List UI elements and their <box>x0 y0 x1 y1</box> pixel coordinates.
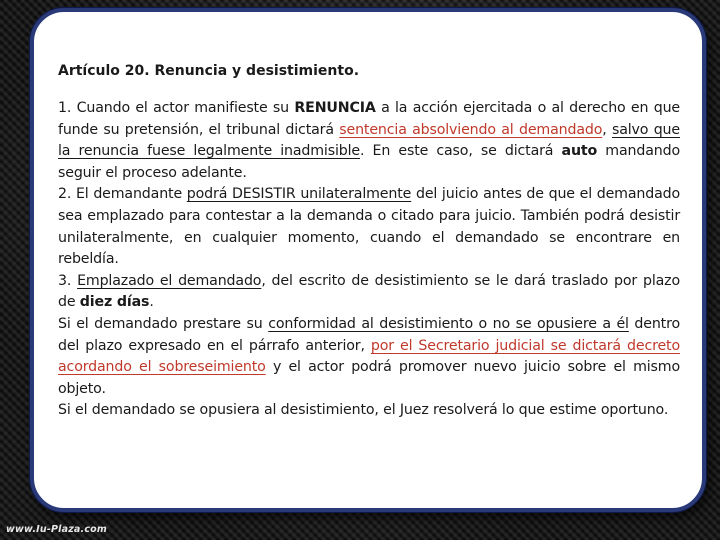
p1-sentencia-absolviendo: sentencia absolviendo al demandado <box>339 121 603 138</box>
article-body <box>58 98 680 422</box>
p3-text-3: , del escrito de desistimiento se le dará traslado por plazo de <box>58 272 680 311</box>
p1-salvo-inadmisible: salvo que la renuncia fuese legalmente inadmisible <box>58 121 680 160</box>
p2-text-3: del juicio antes de que el demandado sea emplazado para contestar a la demanda o citado para juicio. También podrá desistir unilateralmente, en cualquier momento, cuando el demandado se encontrare en rebeldía. <box>58 186 680 268</box>
p1-text-1: 1. Cuando el actor manifieste su <box>58 100 295 116</box>
p1-text-5: , <box>602 121 612 138</box>
paragraph-4 <box>58 314 680 400</box>
paragraph-1 <box>58 98 680 184</box>
slide-card <box>30 8 706 512</box>
p1-renuncia: RENUNCIA <box>294 100 376 116</box>
p2-text-1: 2. El demandante <box>58 186 187 203</box>
p4-text-5: y el actor podrá promover nuevo juicio sobre el mismo objeto. <box>58 359 680 397</box>
watermark-url: www.Iu-Plaza.com <box>6 524 108 535</box>
paragraph-2 <box>58 184 680 270</box>
p5-text-1: Si el demandado se opusiera al desistimiento, el Juez resolverá lo que estime oportuno. <box>58 402 669 419</box>
article-title: Artículo 20. Renuncia y desistimiento. <box>58 63 360 79</box>
p3-text-5: . <box>149 294 154 311</box>
p1-text-9: mandando seguir el proceso adelante. <box>58 143 680 181</box>
paragraph-3 <box>58 271 680 314</box>
p4-text-1: Si el demandado prestare su <box>58 315 269 332</box>
p3-text-1: 3. <box>58 272 78 289</box>
paragraph-5 <box>58 400 680 422</box>
p4-conformidad: conformidad al desistimiento o no se opusiere a él <box>268 315 629 332</box>
article-content <box>58 62 680 422</box>
p3-emplazado: Emplazado el demandado <box>77 272 262 289</box>
p1-text-3: a la acción ejercitada o al derecho en que funde su pretensión, el tribunal dictará <box>58 100 680 138</box>
p1-text-7: . En este caso, se dictará <box>360 143 562 160</box>
p4-text-3: dentro del plazo expresado en el párrafo anterior, <box>58 315 680 354</box>
p1-auto: auto <box>561 143 598 160</box>
p4-secretario-sobreseimiento: por el Secretario judicial se dictará decreto acordando el sobreseimiento <box>58 337 681 376</box>
p3-diez-dias: diez días <box>79 294 150 311</box>
p2-podra-desistir: podrá DESISTIR unilateralmente <box>186 186 412 203</box>
